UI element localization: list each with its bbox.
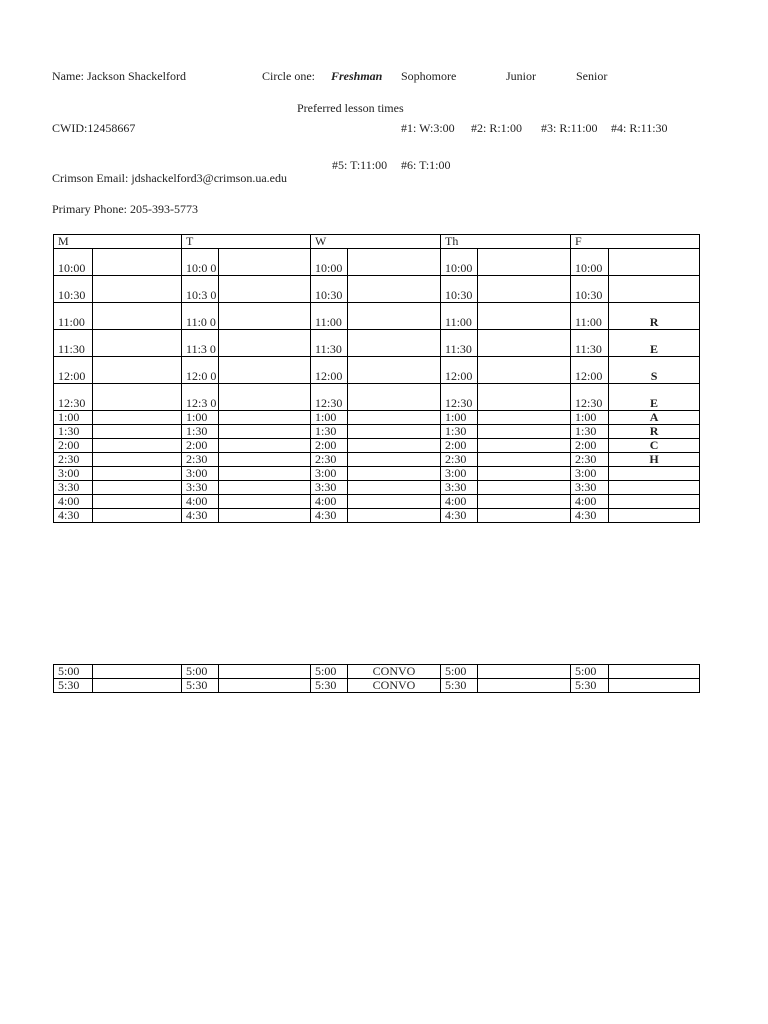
time-cell: 1:00	[571, 411, 609, 425]
time-cell: 11:30	[54, 330, 93, 357]
table-row	[54, 439, 700, 453]
slot-cell	[609, 679, 700, 693]
slot-cell	[93, 276, 182, 303]
time-cell: 12:0 0	[182, 357, 219, 384]
slot-cell	[609, 665, 700, 679]
slot-cell	[478, 509, 571, 523]
time-cell: 4:00	[311, 495, 348, 509]
slot-cell	[609, 495, 700, 509]
table-row	[54, 425, 700, 439]
time-cell: 5:00	[571, 665, 609, 679]
slot-cell	[478, 467, 571, 481]
convo-cell: CONVO	[348, 679, 441, 693]
class-option-sophomore: Sophomore	[401, 69, 457, 83]
slot-cell	[609, 481, 700, 495]
time-cell: 10:00	[441, 249, 478, 276]
time-cell: 12:30	[54, 384, 93, 411]
slot-cell	[609, 276, 700, 303]
time-cell: 1:30	[441, 425, 478, 439]
time-cell: 12:00	[311, 357, 348, 384]
primary-phone: Primary Phone: 205-393-5773	[52, 202, 198, 216]
slot-cell	[348, 303, 441, 330]
time-cell: 11:3 0	[182, 330, 219, 357]
time-cell: 12:00	[571, 357, 609, 384]
time-cell: 1:30	[311, 425, 348, 439]
slot-cell	[219, 679, 311, 693]
table-row	[54, 303, 700, 330]
preferred-time-3: #3: R:11:00	[541, 121, 598, 135]
time-cell: 11:30	[441, 330, 478, 357]
time-cell: 4:30	[54, 509, 93, 523]
research-letter: E	[609, 330, 700, 357]
day-header: T	[182, 235, 311, 249]
time-cell: 11:30	[571, 330, 609, 357]
time-cell: 4:30	[182, 509, 219, 523]
time-cell: 11:0 0	[182, 303, 219, 330]
time-cell: 10:00	[311, 249, 348, 276]
schedule-table	[53, 234, 700, 523]
slot-cell	[348, 425, 441, 439]
preferred-time-6: #6: T:1:00	[401, 158, 451, 172]
slot-cell	[348, 453, 441, 467]
slot-cell	[219, 425, 311, 439]
time-cell: 4:00	[441, 495, 478, 509]
slot-cell	[93, 249, 182, 276]
slot-cell	[93, 495, 182, 509]
day-header: F	[571, 235, 700, 249]
time-cell: 10:3 0	[182, 276, 219, 303]
research-letter: H	[609, 453, 700, 467]
time-cell: 5:30	[311, 679, 348, 693]
day-header: W	[311, 235, 441, 249]
slot-cell	[93, 384, 182, 411]
table-row	[54, 467, 700, 481]
slot-cell	[93, 357, 182, 384]
slot-cell	[609, 249, 700, 276]
time-cell: 5:00	[182, 665, 219, 679]
time-cell: 2:30	[571, 453, 609, 467]
time-cell: 12:30	[571, 384, 609, 411]
slot-cell	[348, 467, 441, 481]
day-header: M	[54, 235, 182, 249]
time-cell: 11:00	[571, 303, 609, 330]
time-cell: 4:00	[182, 495, 219, 509]
time-cell: 1:00	[54, 411, 93, 425]
time-cell: 10:0 0	[182, 249, 219, 276]
slot-cell	[478, 411, 571, 425]
slot-cell	[219, 665, 311, 679]
slot-cell	[93, 303, 182, 330]
time-cell: 3:30	[441, 481, 478, 495]
slot-cell	[478, 425, 571, 439]
research-letter: R	[609, 303, 700, 330]
slot-cell	[348, 384, 441, 411]
table-row	[54, 453, 700, 467]
slot-cell	[348, 249, 441, 276]
preferred-time-4: #4: R:11:30	[611, 121, 668, 135]
time-cell: 2:30	[311, 453, 348, 467]
convo-cell: CONVO	[348, 665, 441, 679]
time-cell: 2:00	[441, 439, 478, 453]
preferred-time-5: #5: T:11:00	[332, 158, 388, 172]
time-cell: 2:30	[54, 453, 93, 467]
time-cell: 4:30	[311, 509, 348, 523]
slot-cell	[609, 509, 700, 523]
slot-cell	[348, 439, 441, 453]
time-cell: 4:30	[441, 509, 478, 523]
slot-cell	[93, 411, 182, 425]
time-cell: 5:30	[571, 679, 609, 693]
time-cell: 4:30	[571, 509, 609, 523]
slot-cell	[478, 384, 571, 411]
slot-cell	[478, 453, 571, 467]
slot-cell	[93, 665, 182, 679]
time-cell: 3:30	[182, 481, 219, 495]
time-cell: 10:30	[441, 276, 478, 303]
time-cell: 1:00	[182, 411, 219, 425]
time-cell: 2:30	[441, 453, 478, 467]
slot-cell	[348, 357, 441, 384]
slot-cell	[478, 276, 571, 303]
table-row	[54, 481, 700, 495]
time-cell: 1:30	[54, 425, 93, 439]
table-row	[54, 249, 700, 276]
time-cell: 5:00	[54, 665, 93, 679]
slot-cell	[93, 481, 182, 495]
slot-cell	[478, 330, 571, 357]
slot-cell	[219, 509, 311, 523]
time-cell: 10:00	[54, 249, 93, 276]
slot-cell	[348, 481, 441, 495]
slot-cell	[478, 495, 571, 509]
time-cell: 10:00	[571, 249, 609, 276]
slot-cell	[219, 453, 311, 467]
time-cell: 5:00	[311, 665, 348, 679]
slot-cell	[478, 357, 571, 384]
time-cell: 1:00	[441, 411, 478, 425]
time-cell: 3:00	[571, 467, 609, 481]
slot-cell	[93, 509, 182, 523]
preferred-times-title: Preferred lesson times	[297, 101, 404, 115]
slot-cell	[348, 276, 441, 303]
preferred-time-1: #1: W:3:00	[401, 121, 455, 135]
time-cell: 5:30	[441, 679, 478, 693]
cwid: CWID:12458667	[52, 121, 136, 135]
time-cell: 3:30	[571, 481, 609, 495]
time-cell: 3:00	[311, 467, 348, 481]
slot-cell	[93, 330, 182, 357]
slot-cell	[609, 467, 700, 481]
time-cell: 5:00	[441, 665, 478, 679]
time-cell: 10:30	[311, 276, 348, 303]
table-row	[54, 357, 700, 384]
slot-cell	[93, 453, 182, 467]
table-row	[54, 495, 700, 509]
slot-cell	[219, 357, 311, 384]
slot-cell	[478, 679, 571, 693]
time-cell: 3:00	[182, 467, 219, 481]
time-cell: 11:00	[441, 303, 478, 330]
slot-cell	[219, 495, 311, 509]
slot-cell	[93, 439, 182, 453]
slot-cell	[478, 439, 571, 453]
time-cell: 3:00	[441, 467, 478, 481]
slot-cell	[93, 425, 182, 439]
slot-cell	[219, 303, 311, 330]
slot-cell	[219, 439, 311, 453]
schedule-table-evening	[53, 664, 700, 693]
slot-cell	[219, 384, 311, 411]
slot-cell	[348, 330, 441, 357]
time-cell: 2:00	[54, 439, 93, 453]
table-row	[54, 330, 700, 357]
time-cell: 3:30	[311, 481, 348, 495]
circle-one-label: Circle one:	[262, 69, 315, 83]
table-row	[54, 679, 700, 693]
time-cell: 11:00	[54, 303, 93, 330]
slot-cell	[219, 330, 311, 357]
time-cell: 2:00	[571, 439, 609, 453]
table-row	[54, 665, 700, 679]
time-cell: 11:30	[311, 330, 348, 357]
time-cell: 1:30	[182, 425, 219, 439]
slot-cell	[348, 509, 441, 523]
time-cell: 5:30	[182, 679, 219, 693]
slot-cell	[478, 303, 571, 330]
time-cell: 4:00	[54, 495, 93, 509]
student-name: Name: Jackson Shackelford	[52, 69, 186, 83]
time-cell: 12:30	[311, 384, 348, 411]
time-cell: 12:30	[441, 384, 478, 411]
header-row	[54, 235, 700, 249]
time-cell: 3:30	[54, 481, 93, 495]
time-cell: 12:3 0	[182, 384, 219, 411]
time-cell: 1:30	[571, 425, 609, 439]
slot-cell	[93, 679, 182, 693]
time-cell: 12:00	[441, 357, 478, 384]
class-option-senior: Senior	[576, 69, 608, 83]
table-row	[54, 276, 700, 303]
slot-cell	[93, 467, 182, 481]
research-letter: A	[609, 411, 700, 425]
time-cell: 5:30	[54, 679, 93, 693]
slot-cell	[478, 481, 571, 495]
research-letter: E	[609, 384, 700, 411]
slot-cell	[478, 249, 571, 276]
research-letter: R	[609, 425, 700, 439]
slot-cell	[219, 276, 311, 303]
research-letter: C	[609, 439, 700, 453]
slot-cell	[219, 481, 311, 495]
table-row	[54, 384, 700, 411]
research-letter: S	[609, 357, 700, 384]
preferred-time-2: #2: R:1:00	[471, 121, 523, 135]
time-cell: 10:30	[571, 276, 609, 303]
time-cell: 11:00	[311, 303, 348, 330]
class-option-junior: Junior	[506, 69, 536, 83]
time-cell: 3:00	[54, 467, 93, 481]
table-row	[54, 411, 700, 425]
time-cell: 10:30	[54, 276, 93, 303]
day-header: Th	[441, 235, 571, 249]
slot-cell	[219, 467, 311, 481]
class-option-freshman: Freshman	[331, 69, 383, 83]
slot-cell	[219, 411, 311, 425]
time-cell: 2:30	[182, 453, 219, 467]
crimson-email: Crimson Email: jdshackelford3@crimson.ua.edu	[52, 171, 288, 185]
time-cell: 1:00	[311, 411, 348, 425]
time-cell: 4:00	[571, 495, 609, 509]
slot-cell	[348, 411, 441, 425]
table-row	[54, 509, 700, 523]
slot-cell	[478, 665, 571, 679]
time-cell: 2:00	[182, 439, 219, 453]
slot-cell	[348, 495, 441, 509]
slot-cell	[219, 249, 311, 276]
time-cell: 12:00	[54, 357, 93, 384]
time-cell: 2:00	[311, 439, 348, 453]
